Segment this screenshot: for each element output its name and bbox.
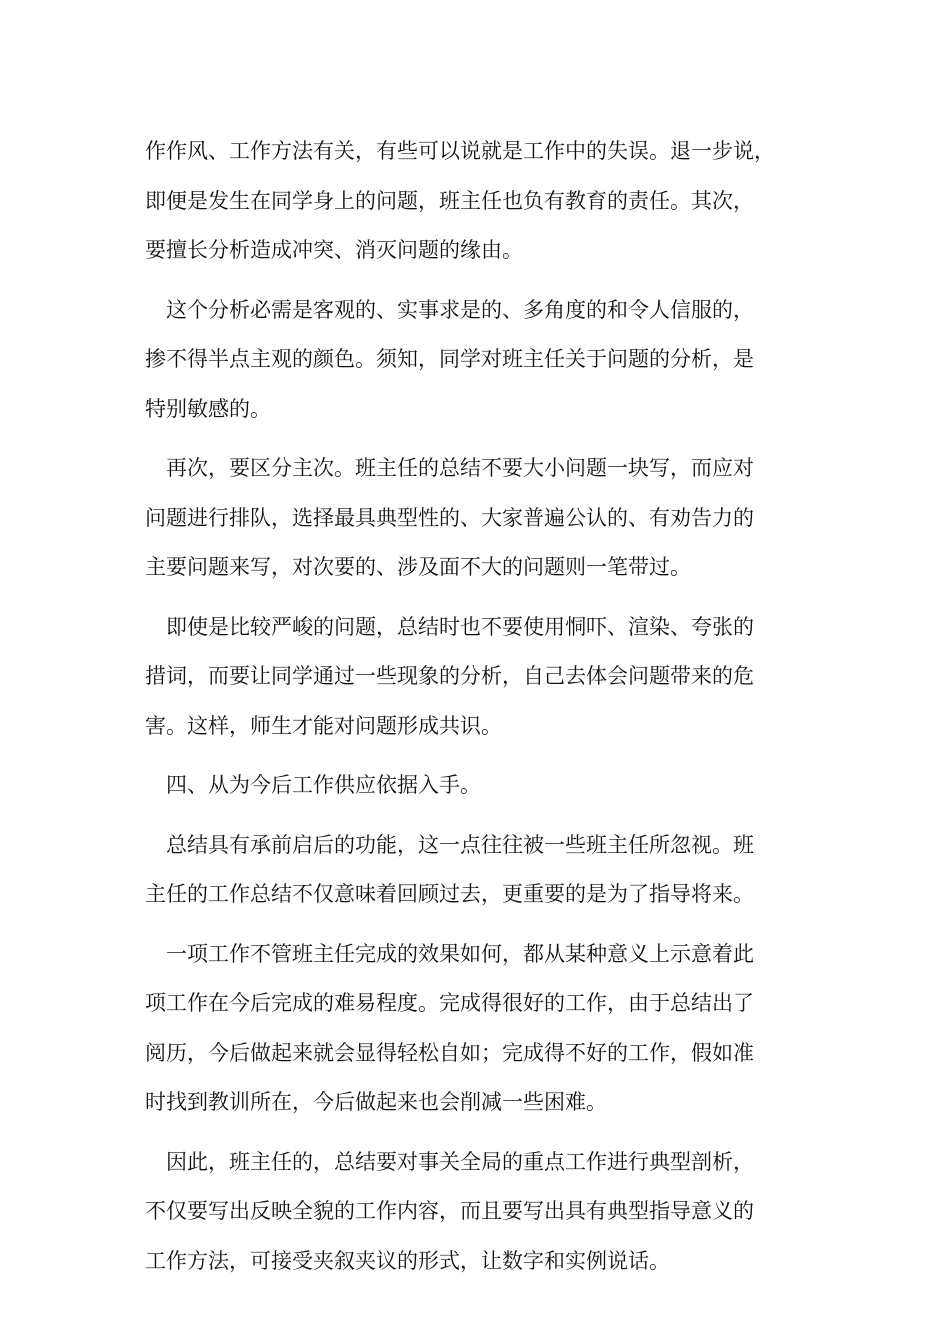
text-line: 主任的工作总结不仅意味着回顾过去，更重要的是为了指导将来。 [145, 882, 754, 906]
text-line: 一项工作不管班主任完成的效果如何，都从某种意义上示意着此 [166, 941, 754, 966]
paragraph [145, 127, 820, 276]
paragraph [145, 603, 820, 752]
paragraph [145, 821, 820, 920]
paragraph [145, 286, 820, 435]
text-line: 工作方法，可接受夹叙夹议的形式，让数字和实例说话。 [145, 1248, 670, 1273]
document-body [145, 127, 820, 1296]
paragraph [145, 1138, 820, 1287]
text-line: 四、从为今后工作供应依据入手。 [166, 773, 481, 797]
text-line: 时找到教训所在，今后做起来也会削减一些困难。 [145, 1090, 607, 1114]
text-line: 要擅长分析造成冲突、消灭问题的缘由。 [145, 238, 523, 262]
paragraph [145, 444, 820, 593]
text-line: 因此，班主任的，总结要对事关全局的重点工作进行典型剖析， [166, 1149, 754, 1174]
text-line: 主要问题来写，对次要的、涉及面不大的问题则一笔带过。 [145, 555, 691, 579]
text-line: 措词，而要让同学通过一些现象的分析，自己去体会问题带来的危 [145, 664, 754, 688]
text-line: 再次，要区分主次。班主任的总结不要大小问题一块写，而应对 [166, 456, 754, 480]
text-line: 特别敏感的。 [145, 396, 271, 421]
text-line: 不仅要写出反映全貌的工作内容，而且要写出具有典型指导意义的 [145, 1199, 754, 1223]
text-line: 项工作在今后完成的难易程度。完成得很好的工作，由于总结出了 [145, 991, 754, 1015]
text-line: 即便是发生在同学身上的问题，班主任也负有教育的责任。其次， [145, 188, 754, 213]
text-line: 这个分析必需是客观的、实事求是的、多角度的和令人信服的， [166, 297, 754, 322]
text-line: 即使是比较严峻的问题，总结时也不要使用恫吓、渲染、夸张的 [166, 614, 754, 639]
text-line: 阅历，今后做起来就会显得轻松自如；完成得不好的工作，假如准 [145, 1040, 754, 1065]
text-line: 掺不得半点主观的颜色。须知，同学对班主任关于问题的分析，是 [145, 347, 754, 371]
text-line: 作作风、工作方法有关，有些可以说就是工作中的失误。退一步说， [145, 139, 775, 163]
text-line: 总结具有承前启后的功能，这一点往往被一些班主任所忽视。班 [166, 832, 754, 857]
paragraph [145, 761, 820, 811]
text-line: 问题进行排队，选择最具典型性的、大家普遍公认的、有劝告力的 [145, 505, 754, 530]
text-line: 害。这样，师生才能对问题形成共识。 [145, 713, 502, 738]
paragraph [145, 930, 820, 1128]
